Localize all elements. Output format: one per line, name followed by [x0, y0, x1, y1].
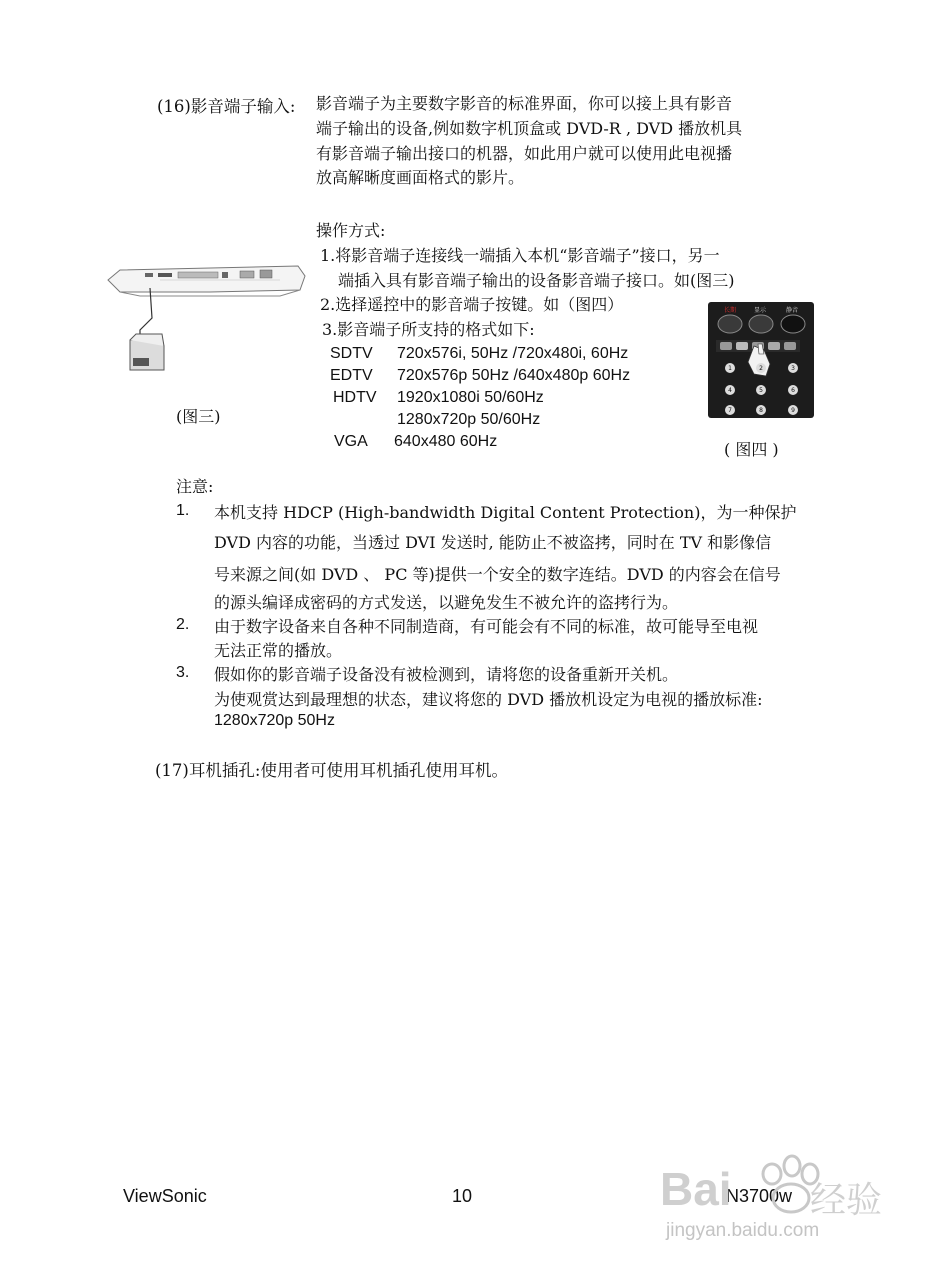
- step-3: 3.影音端子所支持的格式如下:: [322, 320, 535, 339]
- format-value-sdtv: 720x576i, 50Hz /720x480i, 60Hz: [397, 345, 629, 362]
- note-1-line-4: 的源头编译成密码的方式发送，以避免发生不被允许的盗拷行为。: [214, 593, 679, 612]
- note-2-number: 2.: [176, 616, 190, 633]
- format-value-hdtv-2: 1280x720p 50/60Hz: [397, 411, 541, 428]
- remote-key-8: 8: [759, 407, 763, 414]
- remote-key-5: 5: [759, 387, 763, 394]
- step-1-line-2: 端插入具有影音端子输出的设备影音端子接口。如(图三): [338, 271, 735, 290]
- section16-intro-line-3: 有影音端子输出接口的机器，如此用户就可以使用此电视播: [316, 144, 733, 163]
- footer-model: N3700w: [726, 1186, 793, 1206]
- format-value-vga: 640x480 60Hz: [394, 433, 498, 450]
- remote-label-2: 显示: [754, 307, 767, 314]
- section16-label: (16)影音端子输入:: [157, 97, 296, 116]
- note-3-number: 3.: [176, 664, 190, 681]
- section16-intro-line-1: 影音端子为主要数字影音的标准界面，你可以接上具有影音: [316, 94, 733, 113]
- remote-key-9: 9: [791, 407, 795, 414]
- figure-3-caption: (图三): [176, 407, 221, 426]
- watermark-url: jingyan.baidu.com: [666, 1220, 820, 1241]
- remote-label-3: 静音: [786, 307, 799, 314]
- operation-title: 操作方式:: [316, 221, 386, 240]
- remote-key-1: 1: [728, 365, 732, 372]
- note-1-line-3: 号来源之间(如 DVD 、 PC 等)提供一个安全的数字连结。DVD 的内容会在信号: [214, 565, 781, 584]
- note-1-number: 1.: [176, 502, 190, 519]
- remote-key-6: 6: [791, 387, 795, 394]
- section17: [155, 757, 508, 781]
- section16-intro-line-2: 端子输出的设备,例如数字机顶盒或 DVD-R , DVD 播放机具: [316, 119, 743, 138]
- figure-3-illustration: [100, 258, 310, 378]
- note-1-line-1: 本机支持 HDCP (High-bandwidth Digital Content Protection)，为一种保护: [214, 503, 797, 522]
- note-3-line-2: 为使观赏达到最理想的状态，建议将您的 DVD 播放机设定为电视的播放标准:: [214, 690, 763, 709]
- remote-key-7: 7: [728, 407, 732, 414]
- tv-connection-diagram: [100, 258, 310, 378]
- format-name-sdtv: SDTV: [330, 345, 373, 362]
- remote-key-3: 3: [791, 365, 795, 372]
- note-3-line-3: 1280x720p 50Hz: [214, 712, 335, 729]
- format-name-edtv: EDTV: [330, 367, 373, 384]
- figure-4-caption: ( 图四 ): [724, 440, 779, 459]
- section17-label: (17)耳机插孔:: [155, 761, 261, 780]
- note-2-line-1: 由于数字设备来自各种不同制造商，有可能会有不同的标准，故可能导至电视: [214, 617, 759, 636]
- notes-title: 注意:: [176, 477, 214, 496]
- note-1-line-2: DVD 内容的功能，当透过 DVI 发送时, 能防止不被盗拷，同时在 TV 和影像信: [214, 533, 772, 552]
- watermark-logo-cn: 经验: [810, 1180, 883, 1221]
- note-2-line-2: 无法正常的播放。: [214, 641, 343, 660]
- format-value-edtv: 720x576p 50Hz /640x480p 60Hz: [397, 367, 631, 384]
- figure-4-remote: [708, 302, 814, 418]
- step-1-line-1: 1.将影音端子连接线一端插入本机“影音端子”接口，另一: [320, 246, 720, 265]
- watermark-logo-text: Bai: [660, 1163, 732, 1215]
- section17-text: 使用者可使用耳机插孔使用耳机。: [260, 761, 508, 780]
- format-name-hdtv: HDTV: [333, 389, 377, 406]
- baidu-watermark: [660, 1140, 910, 1250]
- remote-key-2: 2: [759, 365, 763, 372]
- step-2: 2.选择遥控中的影音端子按键。如（图四）: [320, 295, 624, 314]
- format-name-vga: VGA: [334, 433, 368, 450]
- remote-key-4: 4: [728, 387, 732, 394]
- format-value-hdtv-1: 1920x1080i 50/60Hz: [397, 389, 544, 406]
- note-3-line-1: 假如你的影音端子设备没有被检测到，请将您的设备重新开关机。: [214, 665, 679, 684]
- footer-page-number: 10: [452, 1186, 473, 1206]
- remote-control-icon: [708, 302, 814, 418]
- footer-brand: ViewSonic: [123, 1186, 207, 1206]
- section16-intro-line-4: 放高解晰度画面格式的影片。: [316, 168, 525, 187]
- remote-label-1: 长期: [724, 307, 737, 314]
